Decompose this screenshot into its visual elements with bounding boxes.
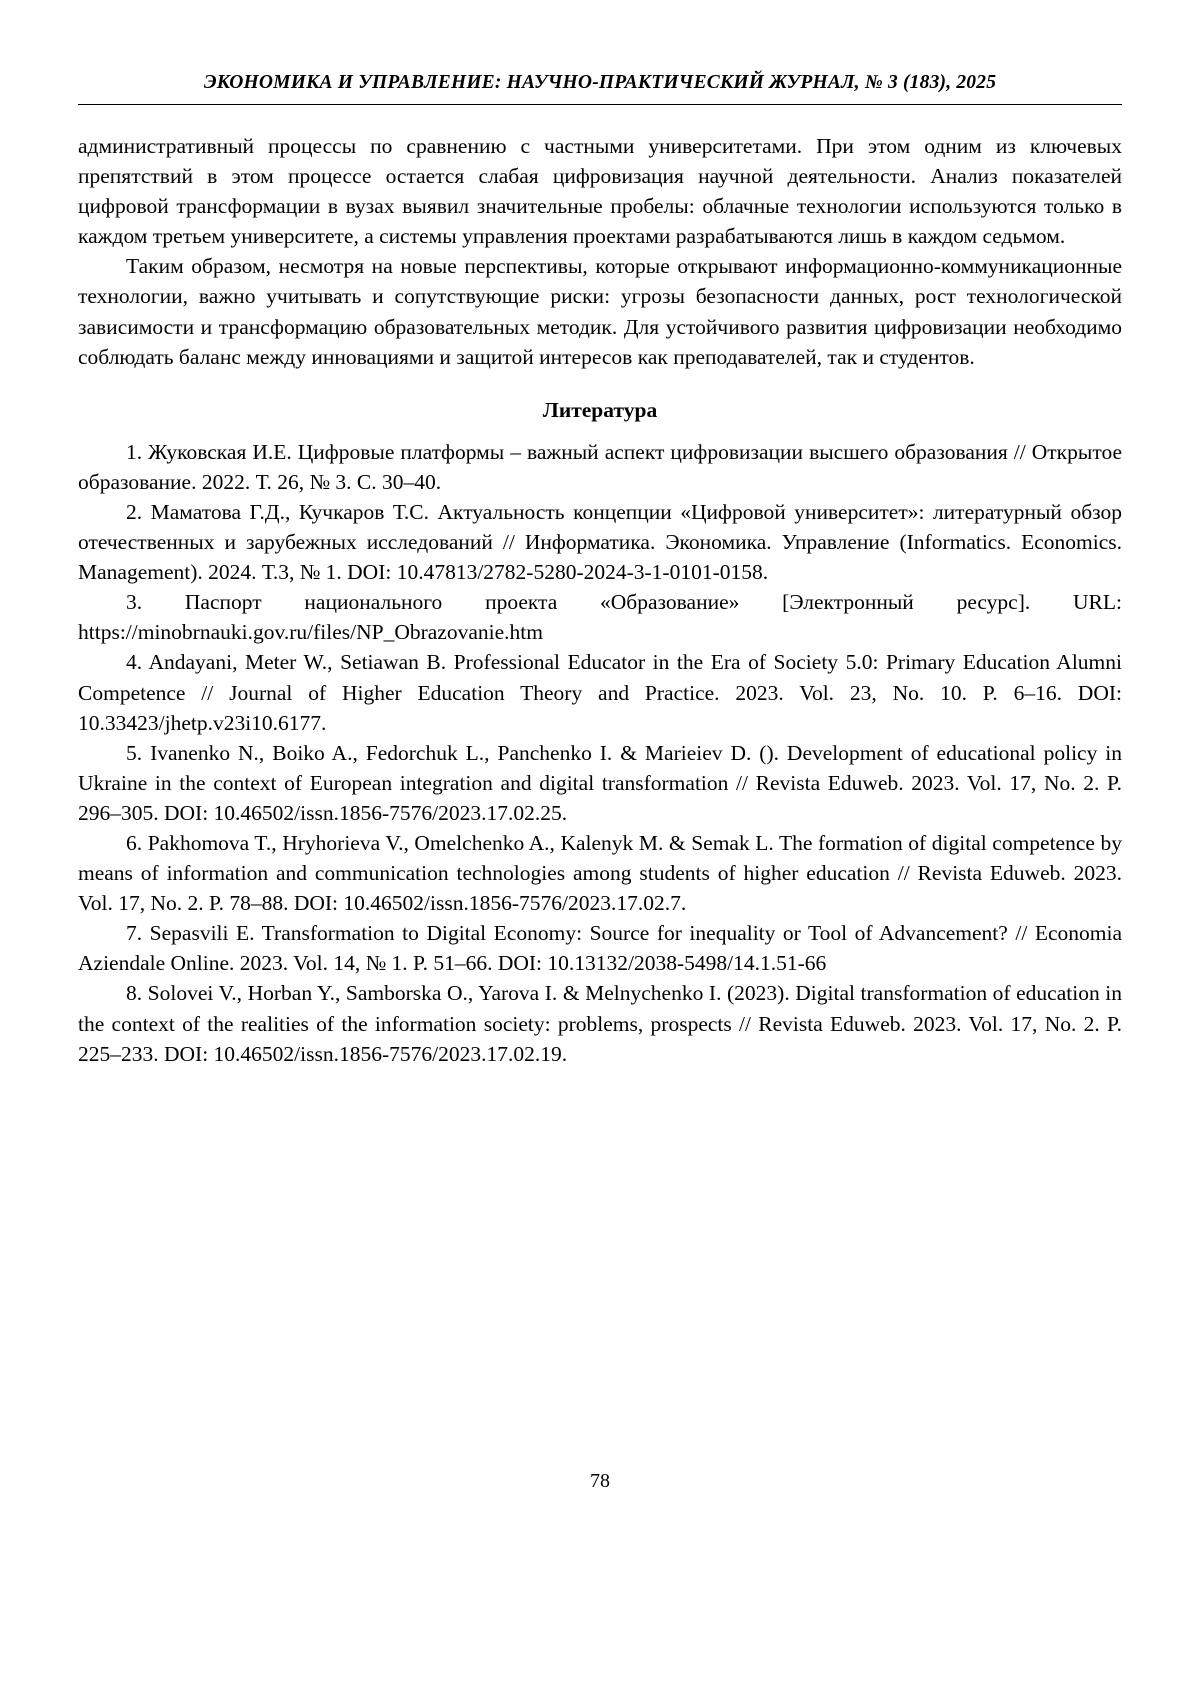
page-content [78, 72, 1122, 1069]
reference-item: 1. Жуковская И.Е. Цифровые платформы – важный аспект цифровизации высшего образования // Открытое образование. 2022. Т. 26, № 3. С. 30–40. [78, 439, 1122, 494]
reference-item: 2. Маматова Г.Д., Кучкаров Т.С. Актуальность концепции «Цифровой университет»: литературный обзор отечественных и зарубежных исследований // Информатика. Экономика. Управление (Informatics. Economics. Management). 2024. Т.3, № 1. DOI: 10.47813/2782-5280-2024-3-1-0101-0158. [78, 499, 1122, 585]
reference-item: 4. Andayani, Meter W., Setiawan B. Professional Educator in the Era of Society 5.0: Primary Education Alumni Competence // Journal of Higher Education Theory and Practice. 2023. Vol. 23, No. 10. P. 6–16. DOI: 10.33423/jhetp.v23i10.6177. [78, 650, 1122, 735]
body-paragraph: административный процессы по сравнению с частными университетами. При этом одним из ключевых препятствий в этом процессе остается слабая цифровизация научной деятельности. Анализ показателей цифровой трансформации в вузах выявил значительные пробелы: облачные технологии используются только в каждом третьем университете, а системы управления проектами разрабатываются лишь в каждом седьмом. [78, 134, 1122, 249]
reference-item: 8. Solovei V., Horban Y., Samborska O., Yarova I. & Melnychenko I. (2023). Digital transformation of education in the context of the realities of the information society: problems, prospects // Revista Eduweb. 2023. Vol. 17, No. 2. P. 225–233. DOI: 10.46502/issn.1856-7576/2023.17.02.19. [78, 981, 1122, 1066]
running-head: ЭКОНОМИКА И УПРАВЛЕНИЕ: НАУЧНО-ПРАКТИЧЕСКИЙ ЖУРНАЛ, № 3 (183), 2025 [78, 72, 1122, 105]
reference-item: 6. Pakhomova T., Hryhorieva V., Omelchenko A., Kalenyk M. & Semak L. The formation of digital competence by means of information and communication technologies among students of higher education // Revista Eduweb. 2023. Vol. 17, No. 2. P. 78–88. DOI: 10.46502/issn.1856-7576/2023.17.02.7. [78, 830, 1122, 916]
reference-item: 3. Паспорт национального проекта «Образование» [Электронный ресурс]. URL: https://minobrnauki.gov.ru/files/NP_Obrazovanie.htm [78, 590, 1122, 645]
page-number: 78 [590, 1470, 610, 1492]
reference-item: 7. Sepasvili E. Transformation to Digital Economy: Source for inequality or Tool of Advancement? // Economia Aziendale Online. 2023. Vol. 14, № 1. P. 51–66. DOI: 10.13132/2038-5498/14.1.51-66 [78, 921, 1122, 976]
reference-item: 5. Ivanenko N., Boiko A., Fedorchuk L., Panchenko I. & Marieiev D. (). Development of educational policy in Ukraine in the context of European integration and digital transformation // Revista Eduweb. 2023. Vol. 17, No. 2. P. 296–305. DOI: 10.46502/issn.1856-7576/2023.17.02.25. [78, 740, 1122, 825]
references-heading: Литература [542, 397, 658, 422]
body-paragraph: Таким образом, несмотря на новые перспективы, которые открывают информационно-коммуникационные технологии, важно учитывать и сопутствующие риски: угрозы безопасности данных, рост технологической зависимости и трансформацию образовательных методик. Для устойчивого развития цифровизации необходимо соблюдать баланс между инновациями и защитой интересов как преподавателей, так и студентов. [78, 254, 1122, 369]
